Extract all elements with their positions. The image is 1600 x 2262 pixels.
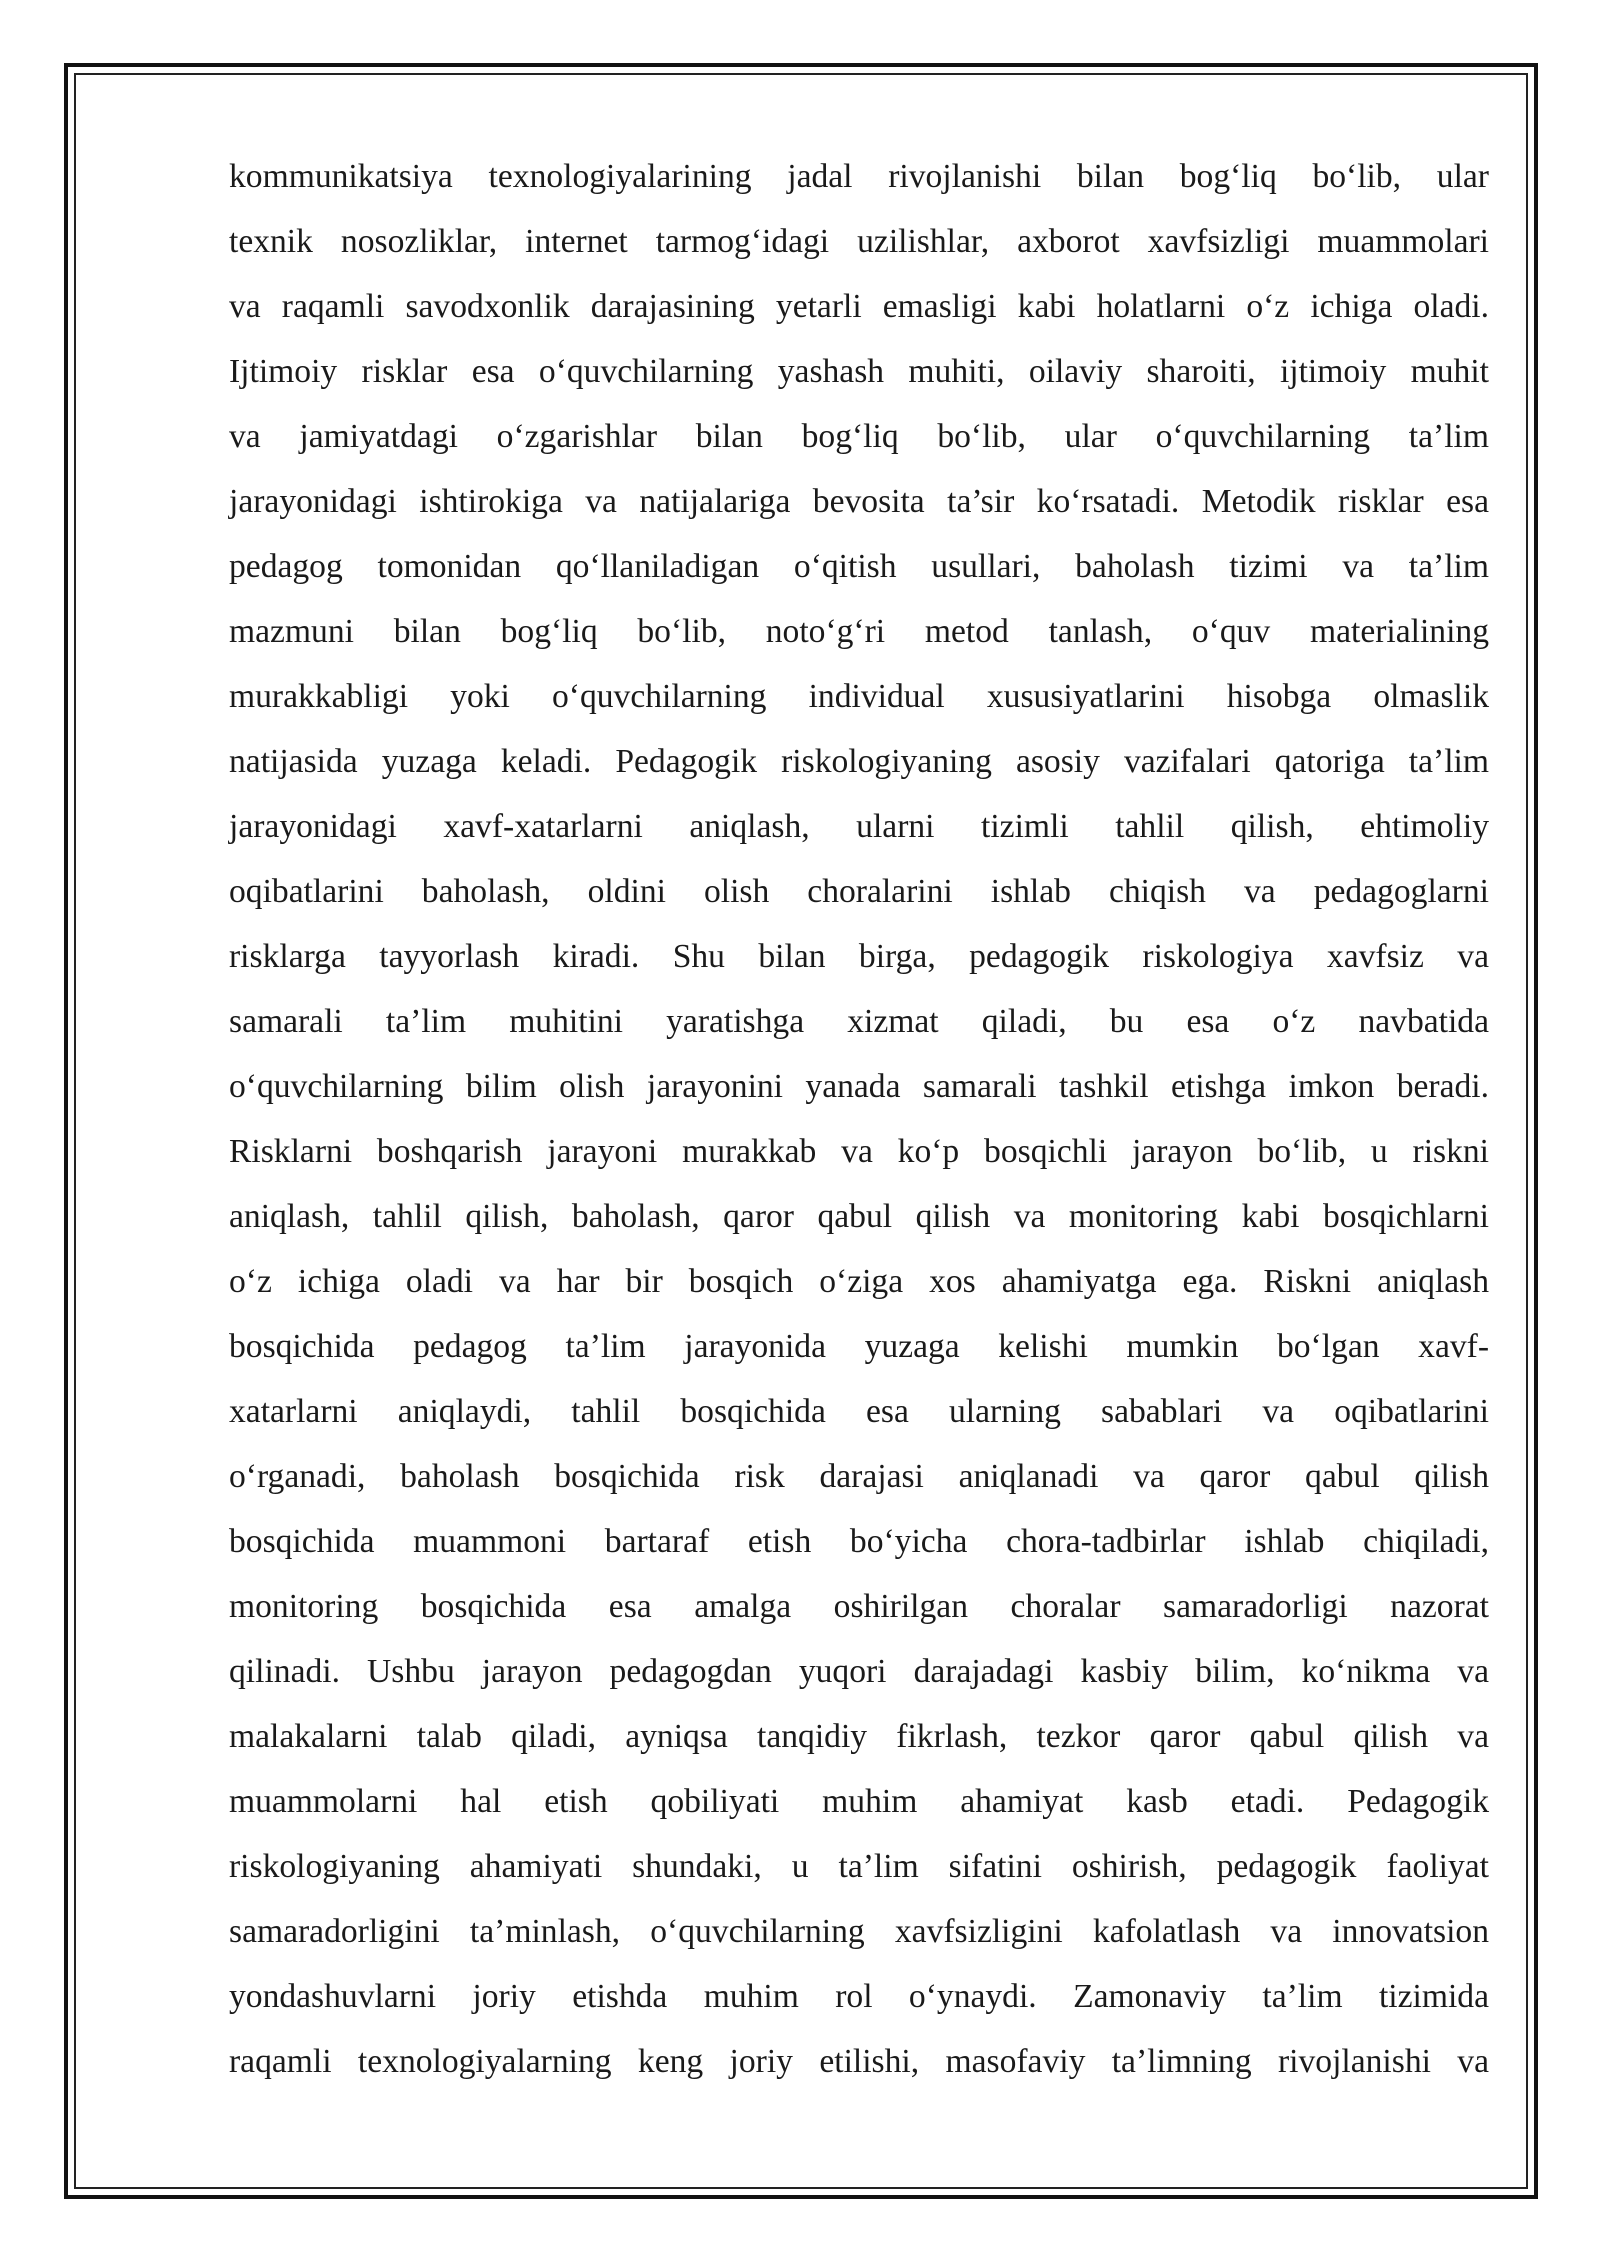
text-line: samarali ta’lim muhitini yaratishga xizmat qiladi, bu esa o‘z navbatida [229,1003,1489,1040]
text-line: o‘rganadi, baholash bosqichida risk darajasi aniqlanadi va qaror qabul qilish [229,1458,1489,1495]
text-line: oqibatlarini baholash, oldini olish choralarini ishlab chiqish va pedagoglarni [229,873,1489,910]
text-line: qilinadi. Ushbu jarayon pedagogdan yuqori darajadagi kasbiy bilim, ko‘nikma va [229,1653,1489,1690]
text-line: bosqichida muammoni bartaraf etish bo‘yicha chora-tadbirlar ishlab chiqiladi, [229,1523,1489,1560]
text-line: natijasida yuzaga keladi. Pedagogik riskologiyaning asosiy vazifalari qatoriga ta’lim [229,743,1489,780]
text-line: monitoring bosqichida esa amalga oshirilgan choralar samaradorligi nazorat [229,1588,1489,1625]
text-line: aniqlash, tahlil qilish, baholash, qaror qabul qilish va monitoring kabi bosqichlarni [229,1198,1489,1235]
text-line: raqamli texnologiyalarning keng joriy etilishi, masofaviy ta’limning rivojlanishi va [229,2043,1489,2080]
body-paragraph [229,144,1489,2094]
text-line: yondashuvlarni joriy etishda muhim rol o‘ynaydi. Zamonaviy ta’lim tizimida [229,1978,1489,2015]
text-line: riskologiyaning ahamiyati shundaki, u ta’lim sifatini oshirish, pedagogik faoliyat [229,1848,1489,1885]
text-line: va jamiyatdagi o‘zgarishlar bilan bog‘liq bo‘lib, ular o‘quvchilarning ta’lim [229,418,1489,455]
text-line: texnik nosozliklar, internet tarmog‘idagi uzilishlar, axborot xavfsizligi muammolari [229,223,1489,260]
text-line: jarayonidagi xavf-xatarlarni aniqlash, ularni tizimli tahlil qilish, ehtimoliy [229,808,1489,845]
text-line: o‘quvchilarning bilim olish jarayonini yanada samarali tashkil etishga imkon beradi. [229,1068,1489,1105]
text-line: Ijtimoiy risklar esa o‘quvchilarning yashash muhiti, oilaviy sharoiti, ijtimoiy muhit [229,353,1489,390]
text-line: muammolarni hal etish qobiliyati muhim ahamiyat kasb etadi. Pedagogik [229,1783,1489,1820]
text-line: pedagog tomonidan qo‘llaniladigan o‘qitish usullari, baholash tizimi va ta’lim [229,548,1489,585]
text-line: va raqamli savodxonlik darajasining yetarli emasligi kabi holatlarni o‘z ichiga oladi. [229,288,1489,325]
text-line: kommunikatsiya texnologiyalarining jadal rivojlanishi bilan bog‘liq bo‘lib, ular [229,158,1489,195]
text-line: bosqichida pedagog ta’lim jarayonida yuzaga kelishi mumkin bo‘lgan xavf- [229,1328,1489,1365]
text-line: xatarlarni aniqlaydi, tahlil bosqichida esa ularning sabablari va oqibatlarini [229,1393,1489,1430]
text-line: risklarga tayyorlash kiradi. Shu bilan birga, pedagogik riskologiya xavfsiz va [229,938,1489,975]
text-line: o‘z ichiga oladi va har bir bosqich o‘ziga xos ahamiyatga ega. Riskni aniqlash [229,1263,1489,1300]
text-line: Risklarni boshqarish jarayoni murakkab va ko‘p bosqichli jarayon bo‘lib, u riskni [229,1133,1489,1170]
text-line: mazmuni bilan bog‘liq bo‘lib, noto‘g‘ri metod tanlash, o‘quv materialining [229,613,1489,650]
text-line: jarayonidagi ishtirokiga va natijalariga bevosita ta’sir ko‘rsatadi. Metodik risklar esa [229,483,1489,520]
text-line: samaradorligini ta’minlash, o‘quvchilarning xavfsizligini kafolatlash va innovatsion [229,1913,1489,1950]
text-line: murakkabligi yoki o‘quvchilarning individual xususiyatlarini hisobga olmaslik [229,678,1489,715]
text-line: malakalarni talab qiladi, ayniqsa tanqidiy fikrlash, tezkor qaror qabul qilish va [229,1718,1489,1755]
